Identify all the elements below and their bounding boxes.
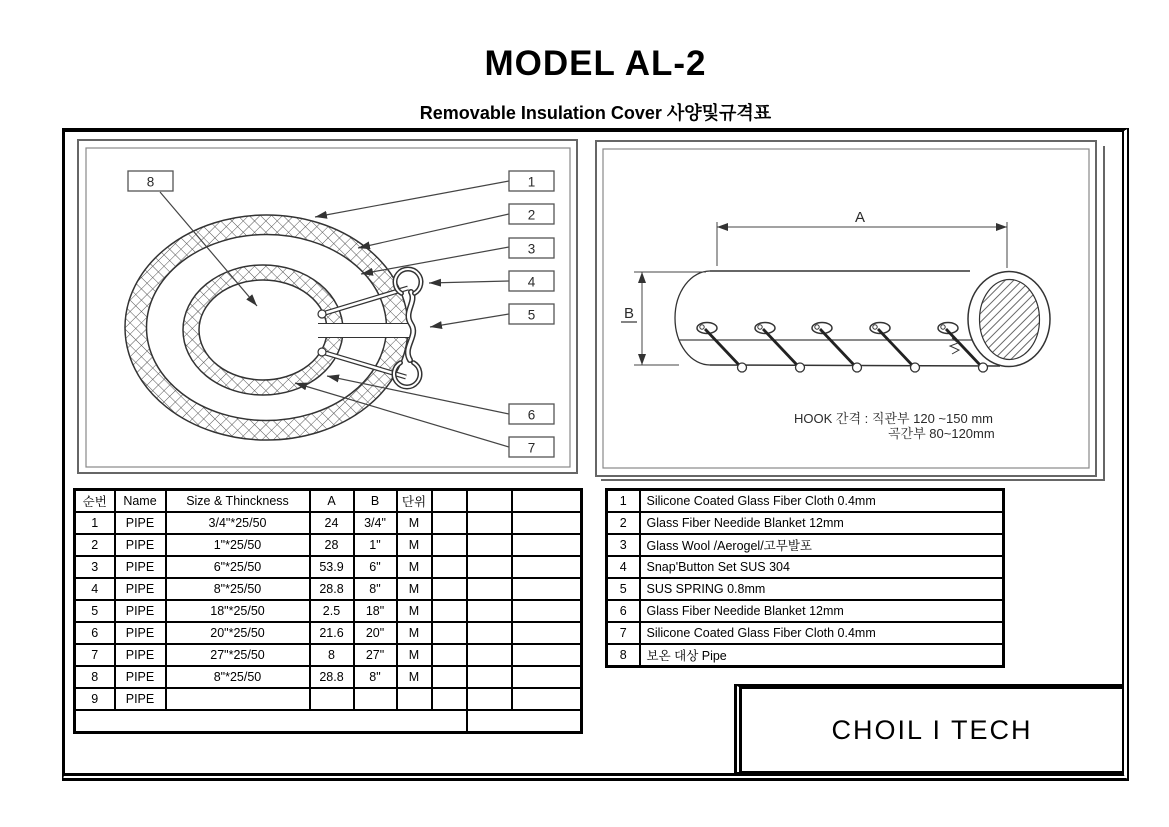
cell: 18"*25/50 [166, 600, 310, 622]
cell [512, 534, 582, 556]
callout-label-8: 8 [146, 174, 155, 190]
hook [870, 323, 920, 373]
cell: M [397, 556, 432, 578]
cell: 순번 [75, 490, 115, 513]
legend-row [607, 644, 1004, 667]
legend-table [605, 488, 1005, 668]
cell: 3/4" [354, 512, 397, 534]
cell: 5 [75, 600, 115, 622]
cell [467, 688, 512, 710]
cross-section-drawing [78, 140, 577, 473]
spec-footer-row [75, 710, 582, 733]
cell: M [397, 666, 432, 688]
dimension-b [621, 272, 706, 365]
cell [512, 666, 582, 688]
page-title: MODEL AL-2 [484, 44, 707, 83]
cell: B [354, 490, 397, 513]
hook [812, 323, 862, 373]
cell [512, 688, 582, 710]
spec-header-row [75, 490, 582, 513]
cell [166, 688, 310, 710]
cell [467, 578, 512, 600]
spec-row [75, 666, 582, 688]
cell: PIPE [115, 578, 166, 600]
cell: M [397, 600, 432, 622]
cell: 3 [75, 556, 115, 578]
cell: PIPE [115, 512, 166, 534]
closure-slit [318, 324, 414, 338]
cell: PIPE [115, 556, 166, 578]
cell [432, 490, 467, 513]
cell: 28.8 [310, 578, 354, 600]
cell [432, 688, 467, 710]
hook-note-line1: HOOK 간격 : 직관부 120 ~150 mm [794, 411, 993, 426]
cell [432, 556, 467, 578]
cell: 27"*25/50 [166, 644, 310, 666]
dim-a-label: A [854, 209, 866, 226]
cell: 8" [354, 666, 397, 688]
cell: PIPE [115, 644, 166, 666]
cell: 8"*25/50 [166, 578, 310, 600]
callout-label-2: 2 [527, 207, 536, 223]
hooks [697, 323, 988, 373]
cell: Glass Wool /Aerogel/고무발포 [640, 534, 1004, 556]
cell: 6 [607, 600, 640, 622]
cell: 4 [75, 578, 115, 600]
cell: PIPE [115, 666, 166, 688]
insulated-pipe-body [675, 271, 1000, 366]
cell: 18" [354, 600, 397, 622]
cell [432, 534, 467, 556]
spec-row [75, 556, 582, 578]
cell [432, 622, 467, 644]
cell: 6"*25/50 [166, 556, 310, 578]
cell [467, 556, 512, 578]
cell: Silicone Coated Glass Fiber Cloth 0.4mm [640, 490, 1004, 513]
cell: 4 [607, 556, 640, 578]
cell: 8 [310, 644, 354, 666]
cell: 2.5 [310, 600, 354, 622]
legend-row [607, 556, 1004, 578]
legend-row [607, 622, 1004, 644]
callout-label-4: 4 [527, 274, 536, 290]
cell: Silicone Coated Glass Fiber Cloth 0.4mm [640, 622, 1004, 644]
cell: 53.9 [310, 556, 354, 578]
cell [75, 710, 467, 733]
cell: 2 [75, 534, 115, 556]
cell: 7 [607, 622, 640, 644]
cell: 1 [607, 490, 640, 513]
spec-row [75, 644, 582, 666]
cell [467, 512, 512, 534]
cell: Glass Fiber Needide Blanket 12mm [640, 512, 1004, 534]
spec-row [75, 578, 582, 600]
legend-row [607, 534, 1004, 556]
cell [467, 644, 512, 666]
cell: PIPE [115, 688, 166, 710]
spec-row [75, 622, 582, 644]
cell: 9 [75, 688, 115, 710]
cell [512, 512, 582, 534]
title-block [734, 684, 1122, 773]
cell: M [397, 622, 432, 644]
cell: 28.8 [310, 666, 354, 688]
cell [467, 600, 512, 622]
cell: 8 [75, 666, 115, 688]
page-subtitle: Removable Insulation Cover 사양및규격표 [419, 103, 772, 123]
cell: 3 [607, 534, 640, 556]
legend-row [607, 512, 1004, 534]
cell [467, 534, 512, 556]
cell [467, 622, 512, 644]
cell: PIPE [115, 534, 166, 556]
spec-row [75, 534, 582, 556]
cell: Size & Thinckness [166, 490, 310, 513]
cell: 24 [310, 512, 354, 534]
cell [354, 688, 397, 710]
callout-label-7: 7 [527, 440, 536, 456]
dimension-a [717, 209, 1007, 268]
hook-note-line2: 곡간부 80~120mm [888, 426, 995, 441]
cell: 6" [354, 556, 397, 578]
cell: M [397, 644, 432, 666]
cell: M [397, 578, 432, 600]
cell: 1" [354, 534, 397, 556]
cell: 보온 대상 Pipe [640, 644, 1004, 667]
cell: PIPE [115, 600, 166, 622]
cell: 1 [75, 512, 115, 534]
cell [397, 688, 432, 710]
cell: A [310, 490, 354, 513]
spec-row [75, 512, 582, 534]
cell: 8 [607, 644, 640, 667]
cell: SUS SPRING 0.8mm [640, 578, 1004, 600]
cell: 8"*25/50 [166, 666, 310, 688]
cell [512, 600, 582, 622]
cell: Snap'Button Set SUS 304 [640, 556, 1004, 578]
company-name: CHOIL I TECH [831, 714, 1033, 745]
cell: 1"*25/50 [166, 534, 310, 556]
cell [310, 688, 354, 710]
cell: Glass Fiber Needide Blanket 12mm [640, 600, 1004, 622]
cell [467, 490, 512, 513]
cell: 8" [354, 578, 397, 600]
cell: 20" [354, 622, 397, 644]
cell: 28 [310, 534, 354, 556]
callout-label-5: 5 [527, 307, 536, 323]
cell: M [397, 534, 432, 556]
cell [467, 666, 512, 688]
side-view-drawing [596, 141, 1105, 480]
cell: 5 [607, 578, 640, 600]
cell: 27" [354, 644, 397, 666]
cell: Name [115, 490, 166, 513]
cell: 7 [75, 644, 115, 666]
cell [512, 644, 582, 666]
legend-row [607, 600, 1004, 622]
legend-row [607, 490, 1004, 513]
spec-table [73, 488, 583, 734]
cell [512, 490, 582, 513]
cell: 21.6 [310, 622, 354, 644]
cell [432, 512, 467, 534]
spec-row [75, 600, 582, 622]
callout-label-6: 6 [527, 407, 536, 423]
cell: 20"*25/50 [166, 622, 310, 644]
callout-label-3: 3 [527, 241, 536, 257]
dim-b-label: B [623, 305, 635, 322]
pipe-end-hatch [980, 280, 1040, 360]
cell: 2 [607, 512, 640, 534]
cell [512, 578, 582, 600]
cell [512, 556, 582, 578]
cell [432, 644, 467, 666]
cell: PIPE [115, 622, 166, 644]
cell: 3/4"*25/50 [166, 512, 310, 534]
cell [432, 578, 467, 600]
cell [432, 666, 467, 688]
cell: M [397, 512, 432, 534]
cell: 단위 [397, 490, 432, 513]
cell [512, 622, 582, 644]
callout-label-1: 1 [527, 174, 536, 190]
spec-row [75, 688, 582, 710]
cell [432, 600, 467, 622]
cell [467, 710, 582, 733]
cell: 6 [75, 622, 115, 644]
legend-row [607, 578, 1004, 600]
